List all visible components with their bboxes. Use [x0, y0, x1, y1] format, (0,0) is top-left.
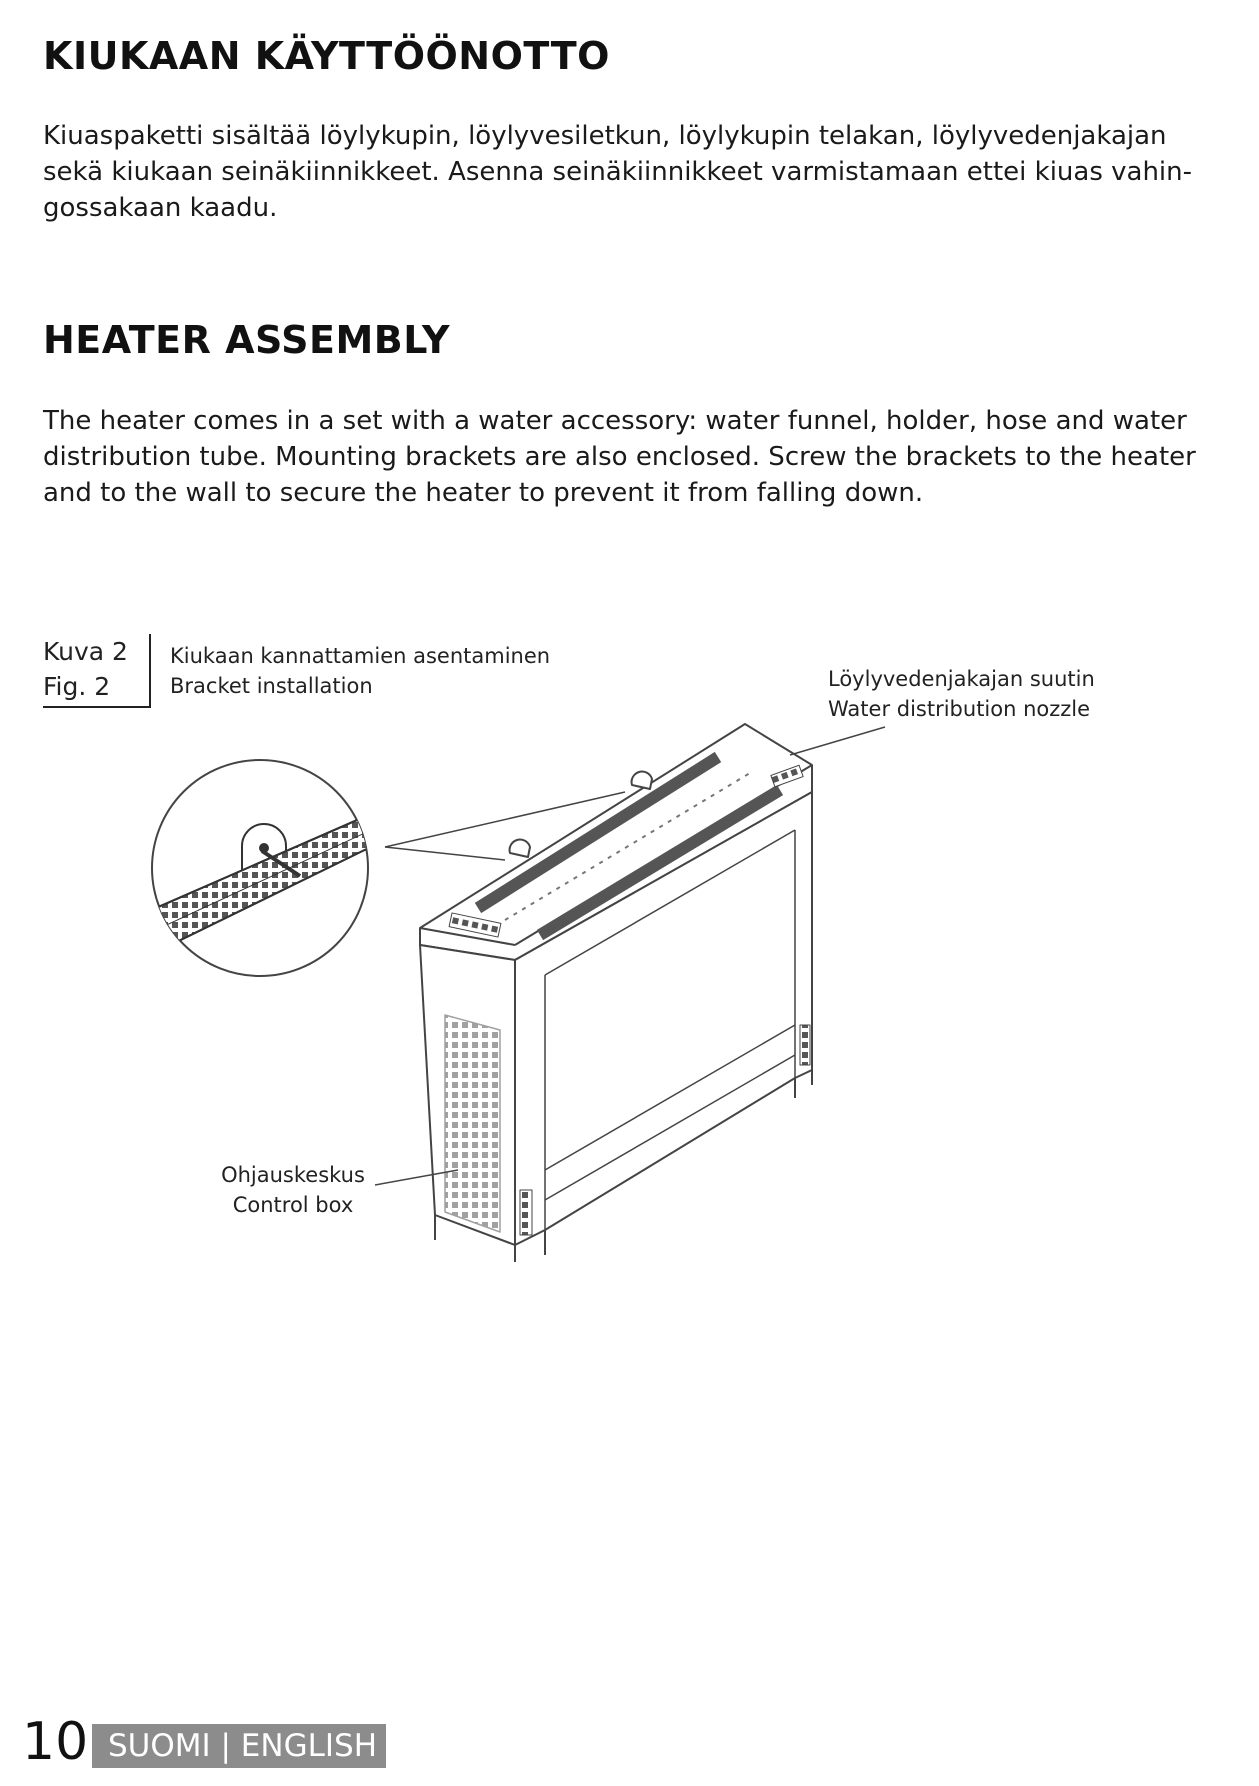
- heading-en: HEATER ASSEMBLY: [43, 318, 451, 362]
- figure-caption-en: Bracket installation: [170, 674, 373, 698]
- heading-fi: KIUKAAN KÄYTTÖÖNOTTO: [43, 34, 610, 78]
- figure-label-fi: Kuva 2: [43, 637, 128, 666]
- figure-label-en: Fig. 2: [43, 672, 111, 701]
- paragraph-fi-line: sekä kiukaan seinäkiinnikkeet. Asenna seinäkiinnikkeet varmistamaan ettei kiuas vahin-: [43, 157, 1193, 187]
- paragraph-en-line: and to the wall to secure the heater to prevent it from falling down.: [43, 478, 924, 508]
- language-band: SUOMI | ENGLISH: [92, 1724, 386, 1768]
- paragraph-fi-line: gossakaan kaadu.: [43, 193, 278, 223]
- nozzle-callout-fi: Löylyvedenjakajan suutin: [828, 667, 1095, 691]
- paragraph-fi-line: Kiuaspaketti sisältää löylykupin, löylyvesiletkun, löylykupin telakan, löylyvedenjakajan: [43, 121, 1167, 151]
- paragraph-en-line: The heater comes in a set with a water accessory: water funnel, holder, hose and water: [43, 406, 1187, 436]
- paragraph-en-line: distribution tube. Mounting brackets are also enclosed. Screw the brackets to the heater: [43, 442, 1196, 472]
- control-box-callout-fi: Ohjauskeskus: [221, 1163, 365, 1187]
- nozzle-callout-en: Water distribution nozzle: [828, 697, 1091, 721]
- page-number: 10: [22, 1712, 89, 1772]
- control-box-callout-en: Control box: [232, 1193, 354, 1217]
- figure-caption-fi: Kiukaan kannattamien asentaminen: [170, 644, 551, 668]
- bracket-detail-magnifier: [140, 760, 385, 976]
